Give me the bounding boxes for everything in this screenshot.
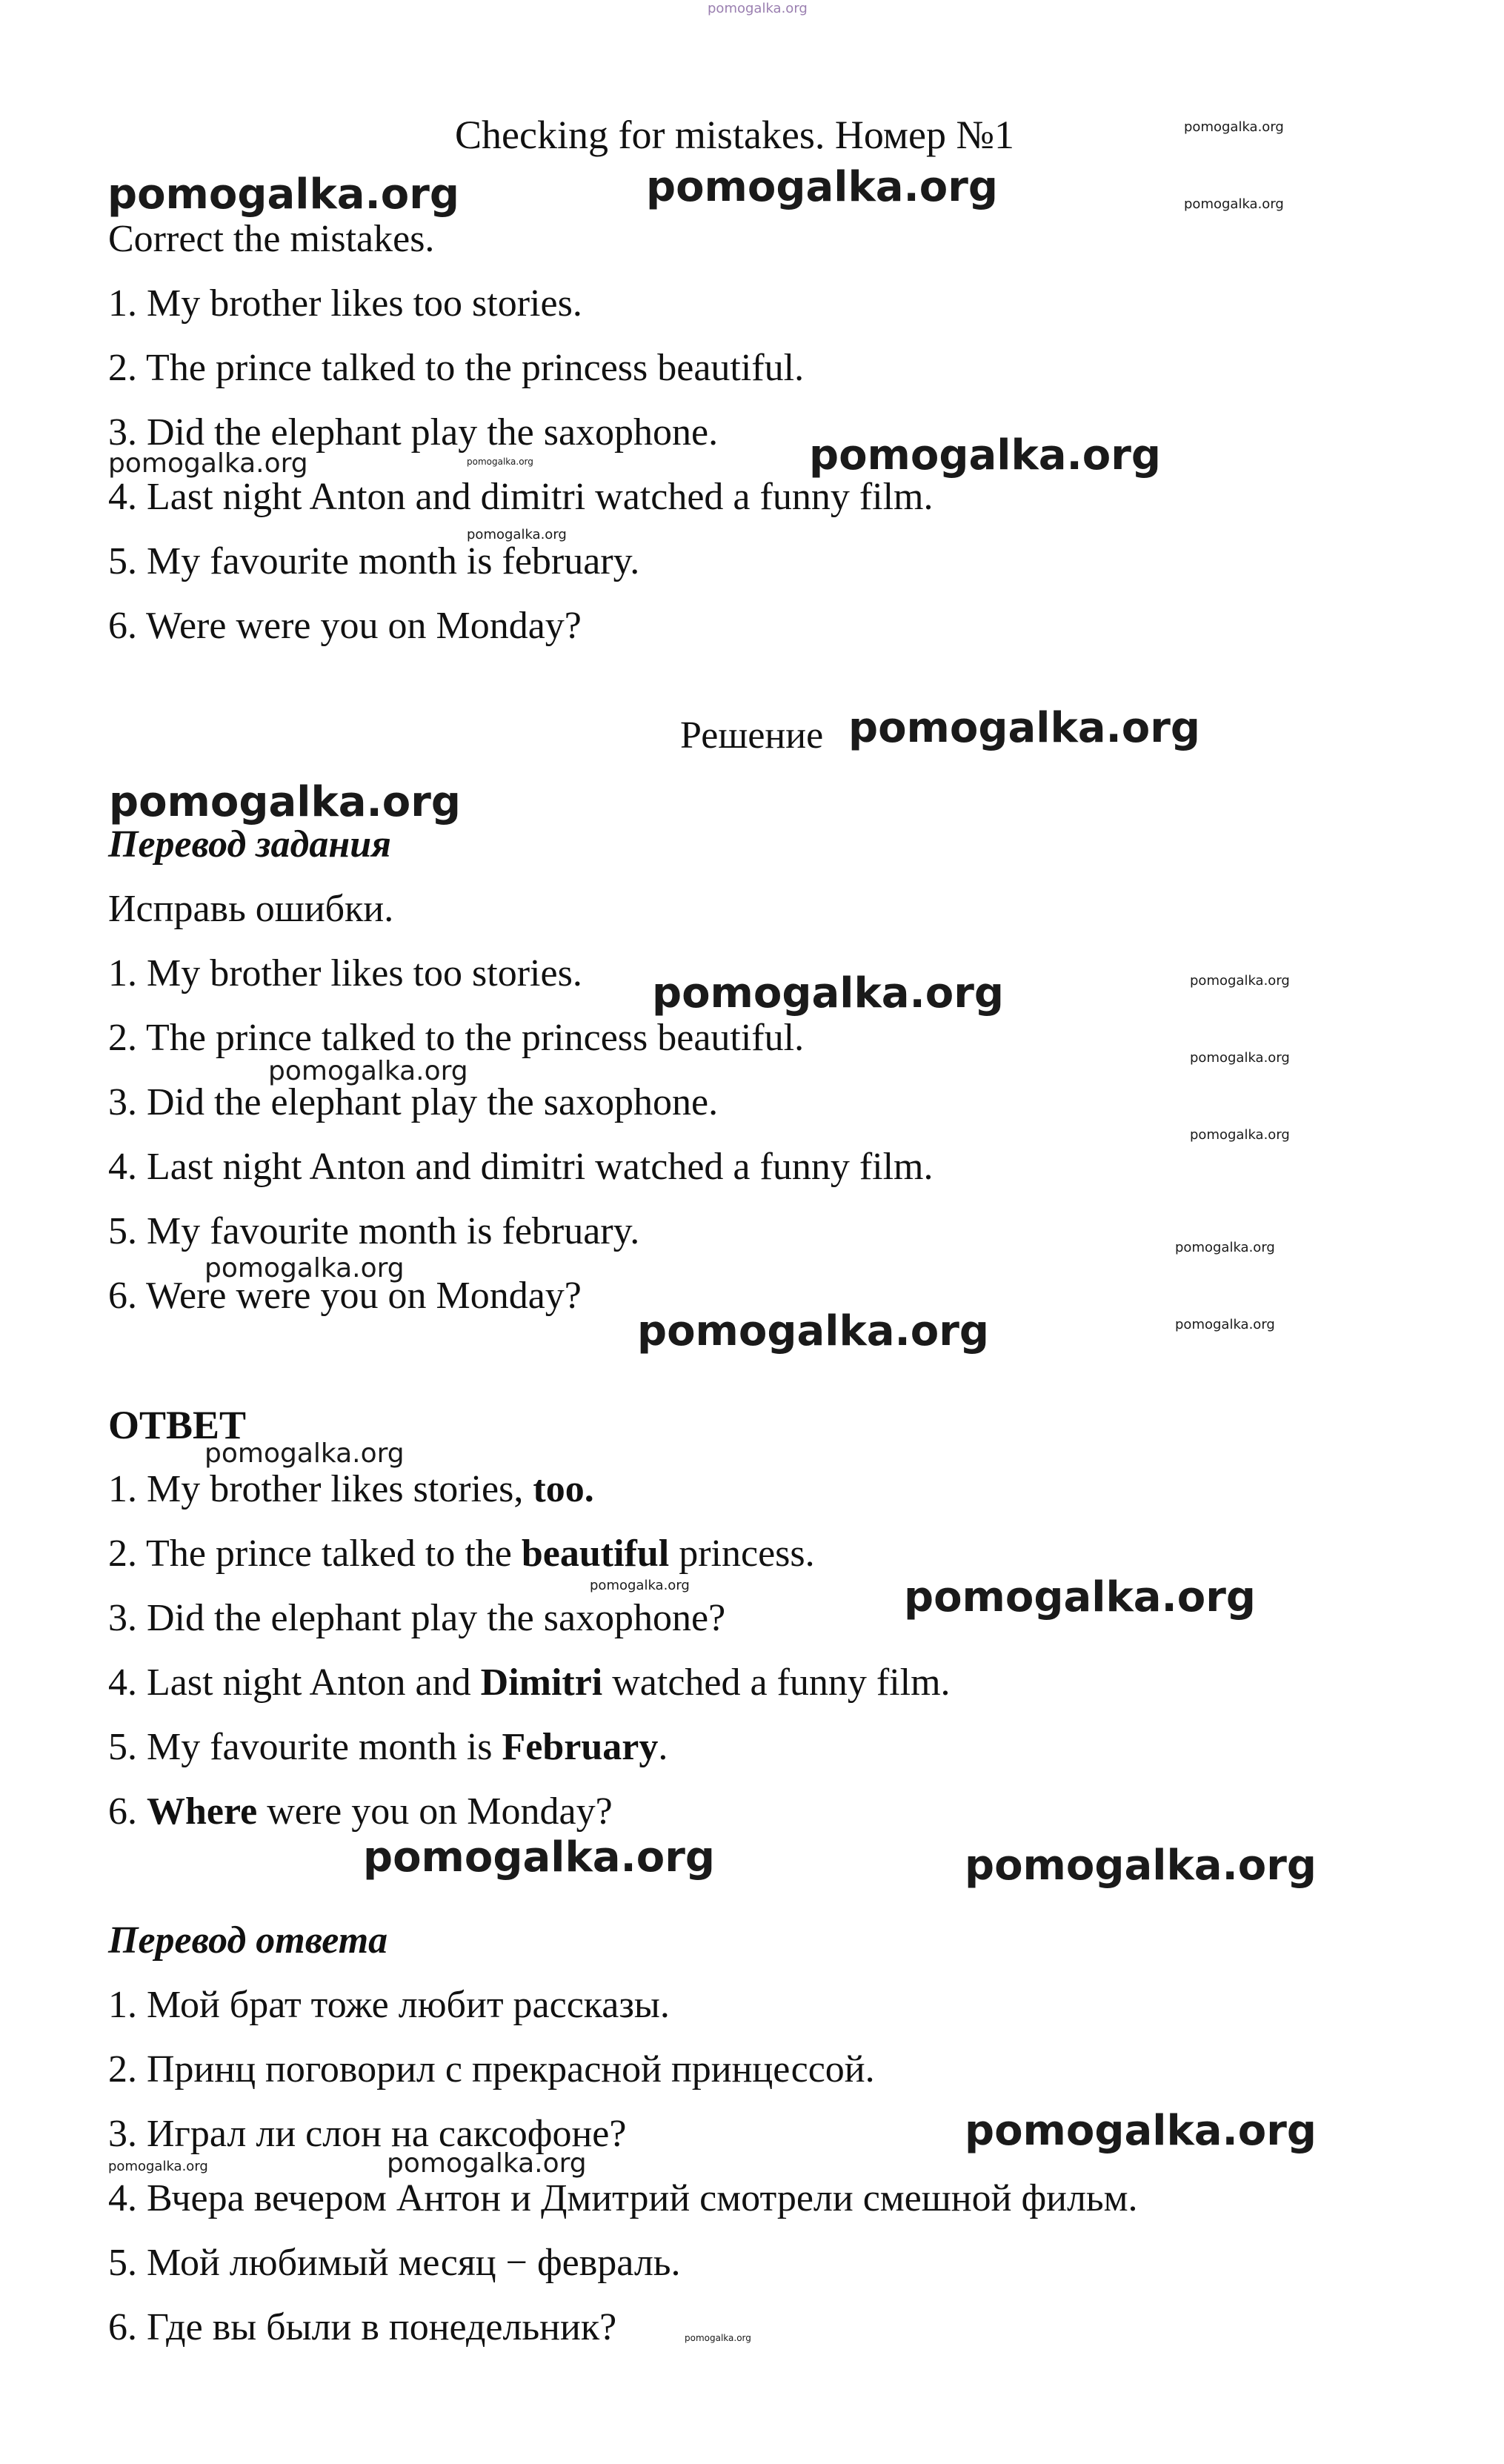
answer-translation-item: 3. Играл ли слон на саксофоне? <box>108 2113 627 2155</box>
answer-translation-item: 6. Где вы были в понедельник? <box>108 2306 617 2348</box>
watermark-text: pomogalka.org <box>467 527 567 542</box>
answer-item <box>108 1467 594 1512</box>
watermark-text: pomogalka.org <box>652 969 1004 1017</box>
watermark-text: pomogalka.org <box>107 170 459 219</box>
answer-item <box>108 1790 613 1834</box>
task-translation-instruction: Исправь ошибки. <box>108 888 394 930</box>
task-item: 2. The prince talked to the princess beautiful. <box>108 347 805 389</box>
answer-text: princess. <box>669 1532 815 1575</box>
watermark-text: pomogalka.org <box>965 2107 1317 2155</box>
answer-correction: beautiful <box>521 1532 670 1575</box>
answer-text: 5. My favourite month is <box>108 1726 502 1768</box>
task-translation-item: 2. The prince talked to the princess beautiful. <box>108 1017 805 1059</box>
watermark-text: pomogalka.org <box>1190 1050 1290 1066</box>
watermark-text: pomogalka.org <box>204 1438 405 1469</box>
watermark-text: pomogalka.org <box>685 2333 751 2343</box>
answer-text: 6. <box>108 1790 147 1833</box>
task-translation-heading: Перевод задания <box>108 823 391 866</box>
answer-translation-item: 2. Принц поговорил с прекрасной принцессой. <box>108 2048 875 2091</box>
answer-text: were you on Monday? <box>257 1790 613 1833</box>
task-translation-item: 5. My favourite month is february. <box>108 1210 640 1252</box>
answer-text: watched a funny film. <box>602 1661 951 1704</box>
watermark-text: pomogalka.org <box>637 1307 989 1355</box>
answer-correction: Where <box>147 1790 258 1833</box>
watermark-text: pomogalka.org <box>108 2159 208 2174</box>
watermark-text: pomogalka.org <box>848 704 1200 752</box>
task-translation-item: 6. Were were you on Monday? <box>108 1275 582 1317</box>
answer-correction: too. <box>533 1468 594 1510</box>
task-item: 3. Did the elephant play the saxophone. <box>108 411 719 454</box>
watermark-text: pomogalka.org <box>1190 973 1290 989</box>
task-item: 1. My brother likes too stories. <box>108 282 582 325</box>
answer-text: 3. Did the elephant play the saxophone? <box>108 1597 726 1639</box>
answer-text: 1. My brother likes stories, <box>108 1468 533 1510</box>
watermark-text: pomogalka.org <box>590 1578 690 1593</box>
task-instruction: Correct the mistakes. <box>108 218 435 260</box>
watermark-text: pomogalka.org <box>1190 1127 1290 1143</box>
watermark-text: pomogalka.org <box>204 1253 405 1284</box>
answer-item <box>108 1596 725 1641</box>
answer-translation-heading: Перевод ответа <box>108 1919 388 1962</box>
watermark-text: pomogalka.org <box>108 448 308 479</box>
task-translation-item: 1. My brother likes too stories. <box>108 952 582 994</box>
answer-translation-item: 4. Вчера вечером Антон и Дмитрий смотрели смешной фильм. <box>108 2177 1138 2219</box>
task-item: 4. Last night Anton and dimitri watched a funny film. <box>108 476 934 518</box>
task-translation-item: 4. Last night Anton and dimitri watched a funny film. <box>108 1146 934 1188</box>
watermark-text: pomogalka.org <box>363 1833 715 1882</box>
answer-item <box>108 1532 815 1576</box>
answer-item <box>108 1725 668 1770</box>
answer-item <box>108 1661 951 1705</box>
answer-text: 2. The prince talked to the <box>108 1532 522 1575</box>
answer-text: 4. Last night Anton and <box>108 1661 481 1704</box>
answer-correction: February <box>502 1726 659 1768</box>
answer-text: . <box>658 1726 668 1768</box>
watermark-text: pomogalka.org <box>809 431 1161 479</box>
answer-translation-item: 5. Мой любимый месяц − февраль. <box>108 2242 681 2284</box>
watermark-text: pomogalka.org <box>268 1056 468 1086</box>
watermark-text: pomogalka.org <box>1175 1240 1275 1255</box>
task-item: 5. My favourite month is february. <box>108 540 640 582</box>
page-title: Checking for mistakes. Номер №1 <box>455 113 1015 157</box>
watermark-text: pomogalka.org <box>904 1573 1256 1621</box>
task-translation-item: 3. Did the elephant play the saxophone. <box>108 1081 719 1123</box>
watermark-text: pomogalka.org <box>1184 196 1284 212</box>
watermark-text: pomogalka.org <box>387 2148 587 2179</box>
watermark-text: pomogalka.org <box>1184 119 1284 135</box>
watermark-text: pomogalka.org <box>646 163 998 211</box>
watermark-text: pomogalka.org <box>109 778 461 826</box>
watermark-text: pomogalka.org <box>467 456 533 467</box>
answer-heading: ОТВЕТ <box>108 1403 247 1447</box>
task-item: 6. Were were you on Monday? <box>108 605 582 647</box>
watermark-text: pomogalka.org <box>1175 1317 1275 1332</box>
solution-label: Решение <box>680 714 824 757</box>
watermark-text: pomogalka.org <box>965 1842 1317 1890</box>
top-watermark: pomogalka.org <box>708 1 808 16</box>
answer-correction: Dimitri <box>480 1661 603 1704</box>
answer-translation-item: 1. Мой брат тоже любит рассказы. <box>108 1984 670 2026</box>
